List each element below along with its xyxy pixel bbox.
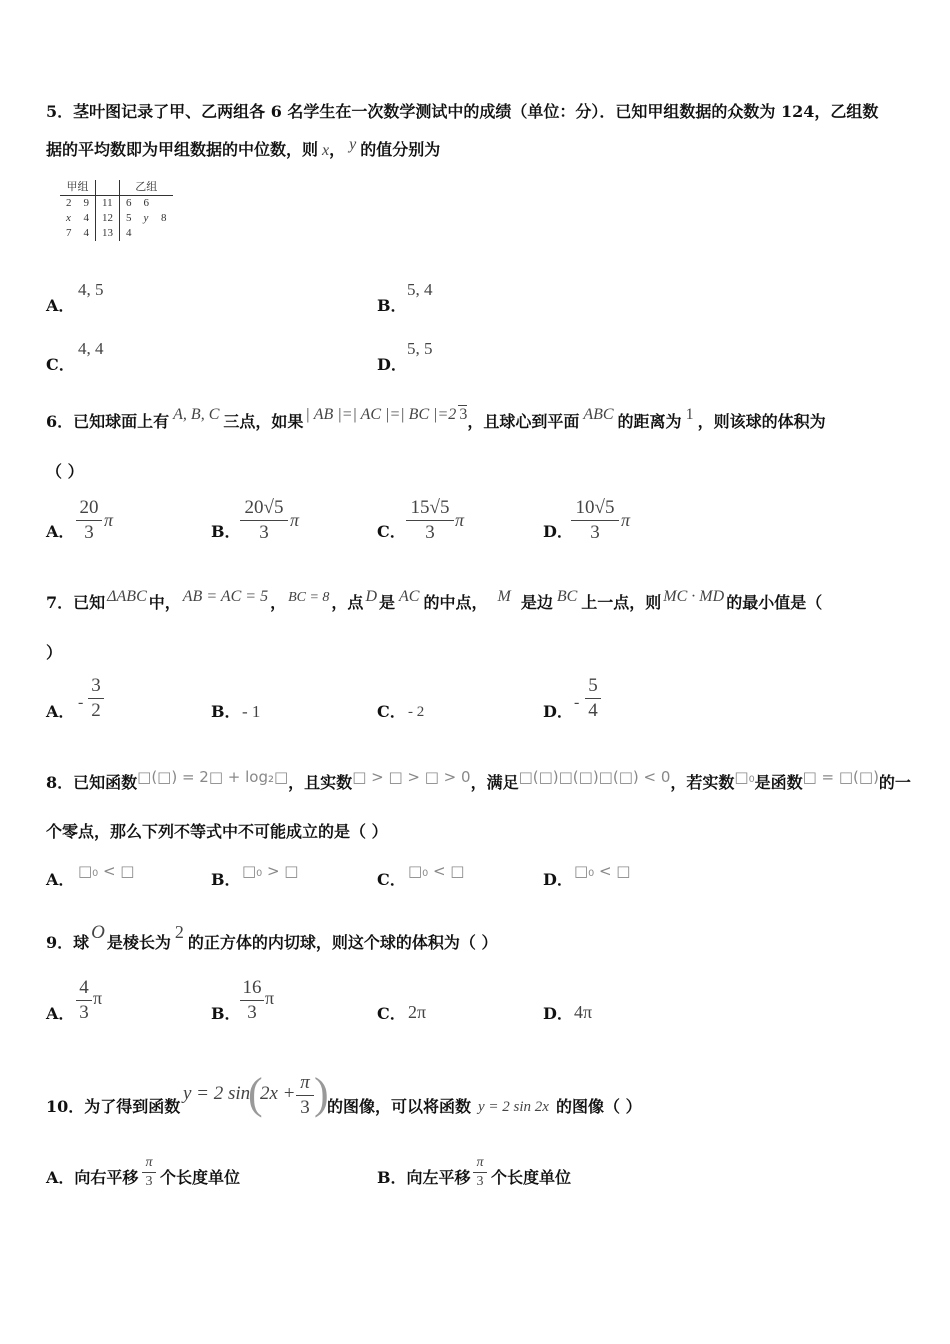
leaf-cell: 6 [120,196,138,212]
q6-option-b-label[interactable]: B． [211,522,241,541]
q9-option-b-fraction: 16 3 [240,977,264,1024]
q6-option-a-fraction: 20 3 [76,497,102,544]
q8-option-c-label[interactable]: C． [377,870,406,889]
q10-func1: y = 2 sin [183,1083,251,1104]
q9-option-a-label[interactable]: A． [46,1004,75,1023]
stem-cell: 2 [66,197,72,209]
q5-option-c-label[interactable]: C． [46,355,75,374]
pi-symbol: π [290,510,300,530]
q5-line2: 据的平均数即为甲组数据的中位数，则 x， y 的值分别为 [46,136,441,159]
q7-option-b-value: - 1 [242,702,261,721]
q6-option-c-fraction: 15√5 3 [406,497,454,544]
q10-option-b-fraction: π 3 [473,1155,487,1190]
stem-cell: 4 [83,227,89,239]
q6-option-a-label[interactable]: A． [46,522,75,541]
q7-option-c-label[interactable]: C． [377,702,406,721]
q10-fraction: π 3 [296,1072,314,1119]
q8-option-a-value: □₀ < □ [78,862,135,880]
stem-value: 12 [96,211,120,226]
leaf-cell: 5 [120,211,138,226]
minus-sign: - [574,694,580,711]
q6-option-d-label[interactable]: D． [543,522,573,541]
q7-option-a-fraction: 3 2 [88,675,104,722]
paren-left: ( [248,1069,263,1118]
q5-option-d-value: 5, 5 [407,339,433,358]
pi-symbol: π [104,510,114,530]
q7-stem: 7．已知 ΔABC 中， AB = AC = 5 ， BC = 8 ，点 D 是 AC 的中点， M 是边 BC 上一点，则 MC · MD 的最小值是（ [46,588,823,612]
q10-option-a-post: 个长度单位 [160,1168,241,1187]
q5-option-a-label[interactable]: A． [46,296,75,315]
q9-option-b-label[interactable]: B． [211,1004,241,1023]
q10-func2: y = 2 sin 2x [478,1099,549,1115]
stem-cell: 9 [83,197,89,209]
stem-cell: x [66,212,71,224]
leaf-cell: y [143,212,149,224]
q6-option-b-fraction: 20√5 3 [240,497,288,544]
stem-cell: 4 [83,212,89,224]
q9-stem: 9．球 O 是棱长为2的正方体的内切球，则这个球的体积为（ ） [46,922,498,952]
paren-right: ) [314,1069,329,1118]
q8-option-b-value: □₀ > □ [242,862,299,880]
pi-symbol: π [455,510,465,530]
stem-header-right: 乙组 [120,180,173,196]
q8-option-d-label[interactable]: D． [543,870,573,889]
q10-option-b-post: 个长度单位 [491,1168,572,1187]
q7-close-paren: ） [46,643,63,662]
q5-option-c-value: 4, 4 [78,339,104,358]
q8-option-c-value: □₀ < □ [408,862,465,880]
q9-option-c-label[interactable]: C． [377,1004,406,1023]
stem-leaf-table [60,180,173,241]
q5-option-d-label[interactable]: D． [377,355,407,374]
q6-answer-paren: （ ） [46,462,84,481]
q10-intro: 10．为了得到函数 [46,1097,181,1116]
q5-option-a-value: 4, 5 [78,280,104,299]
q8-option-d-value: □₀ < □ [574,862,631,880]
q6-option-d-fraction: 10√5 3 [571,497,619,544]
q7-option-d-label[interactable]: D． [543,702,573,721]
leaf-cell: 4 [120,226,138,241]
q9-option-a-fraction: 4 3 [76,977,92,1024]
stem-value: 13 [96,226,120,241]
leaf-cell: 6 [143,197,149,209]
q5-option-b-value: 5, 4 [407,280,433,299]
q10-inner: 2x + [260,1083,296,1104]
q10-mid: 的图像，可以将函数 [327,1097,472,1116]
stem-value: 11 [96,196,120,212]
q9-option-c-value: 2π [408,1002,427,1022]
leaf-cell: 8 [161,212,167,224]
q6-option-c-label[interactable]: C． [377,522,406,541]
q10-tail: 的图像（ ） [556,1097,642,1116]
pi-symbol: π [93,988,103,1008]
q6-stem: 6．已知球面上有 A, B, C 三点，如果 | AB |=| AC |=| BC |=2 3，且球心到平面 ABC 的距离为 1 ，则该球的体积为 [46,406,826,431]
q8-line2: 个零点，那么下列不等式中不可能成立的是（ ） [46,822,388,841]
q10-option-a[interactable]: A．向右平移 [46,1168,139,1187]
q5-line1: 5．茎叶图记录了甲、乙两组各 6 名学生在一次数学测试中的成绩（单位：分）．已知甲组数据的众数为 124，乙组数 [46,102,879,121]
q7-option-a-label[interactable]: A． [46,702,75,721]
stem-header-left: 甲组 [60,180,96,196]
stem-cell: 7 [66,227,72,239]
q7-option-c-value: - 2 [408,704,425,720]
q8-option-a-label[interactable]: A． [46,870,75,889]
q10-option-b[interactable]: B．向左平移 [377,1168,471,1187]
pi-symbol: π [621,510,631,530]
q10-option-a-fraction: π 3 [142,1155,156,1190]
q8-option-b-label[interactable]: B． [211,870,241,889]
pi-symbol: π [265,988,275,1008]
minus-sign: - [78,694,84,711]
q9-option-d-value: 4π [574,1002,593,1022]
q8-stem: 8．已知函数□(□) = 2□ + log₂□，且实数□ > □ > □ > 0，满足□(□)□(□)□(□) < 0，若实数□₀是函数□ = □(□)的一 [46,768,911,792]
q7-option-d-fraction: 5 4 [585,675,601,722]
q5-option-b-label[interactable]: B． [377,296,407,315]
q9-option-d-label[interactable]: D． [543,1004,573,1023]
q7-option-b-label[interactable]: B． [211,702,241,721]
